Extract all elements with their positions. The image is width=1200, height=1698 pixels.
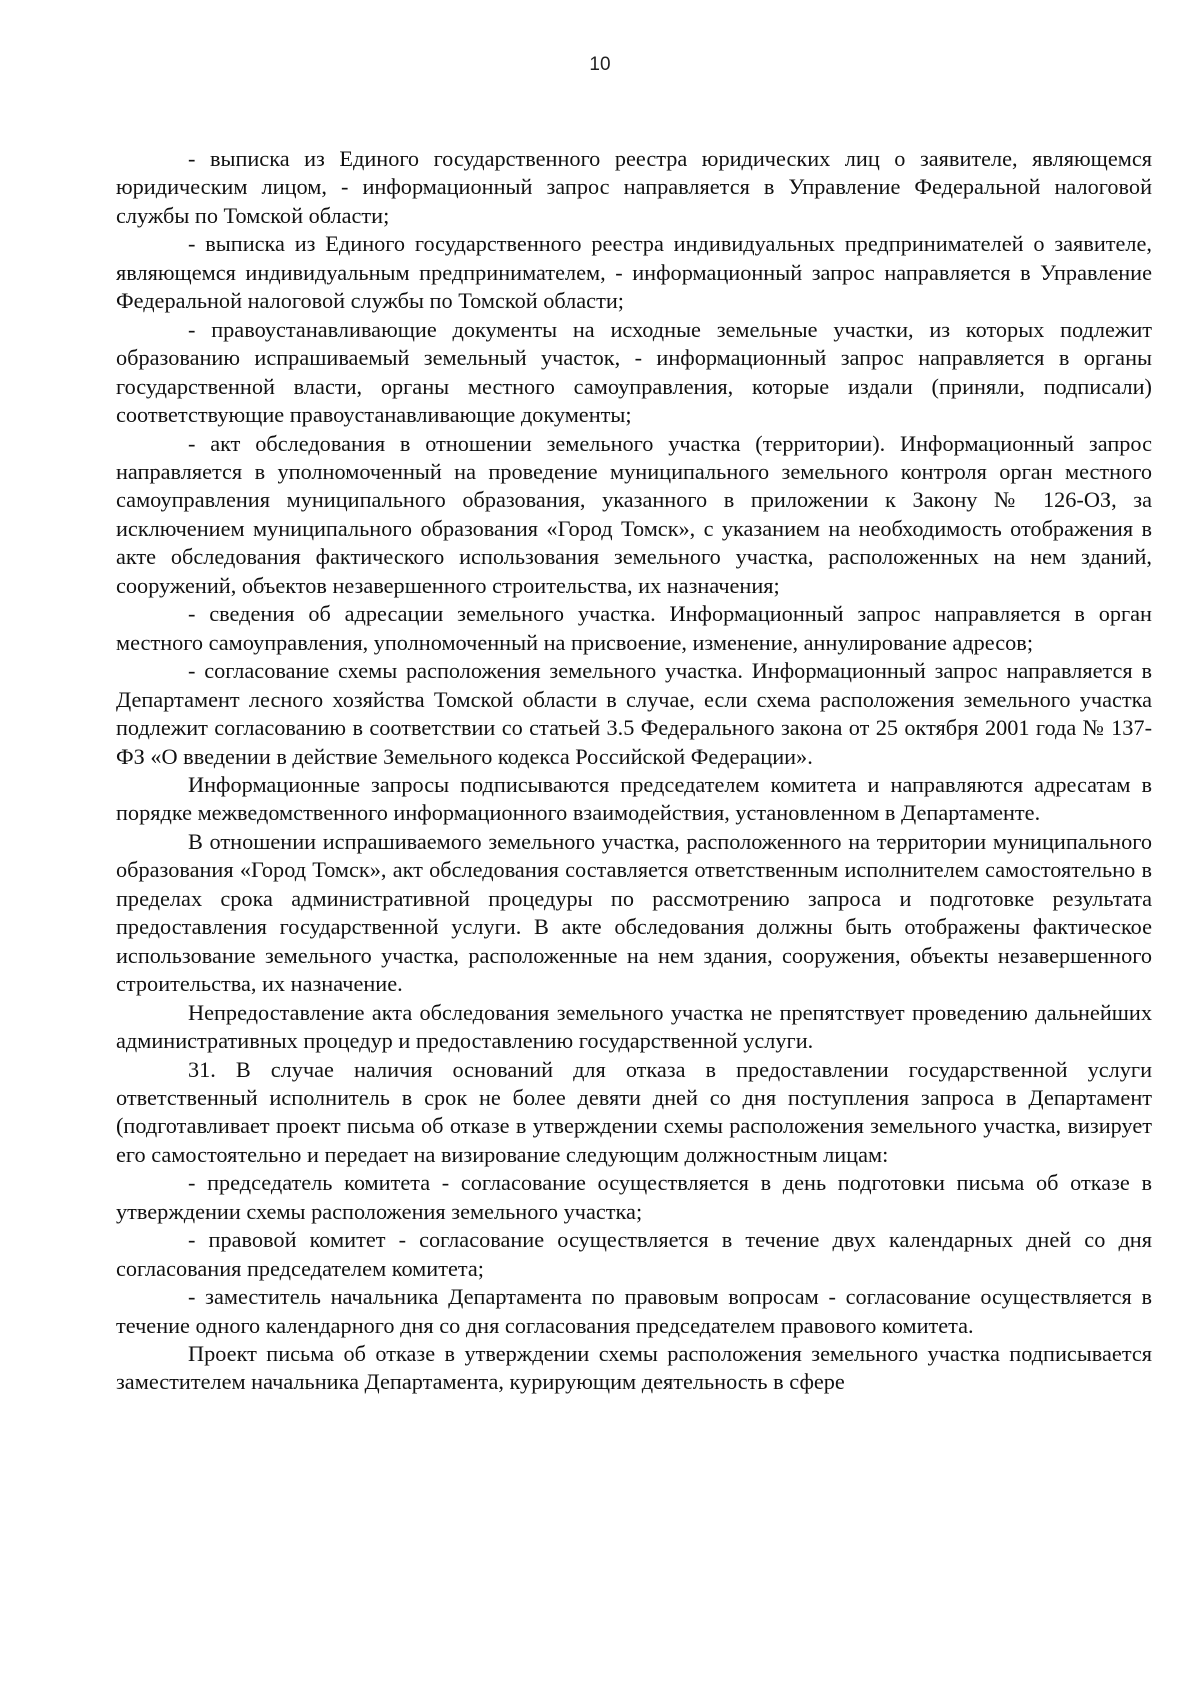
paragraph-committee-chair: - председатель комитета - согласование осуществляется в день подготовки письма об отказе в утверждении схемы расположения земельного участка; [116,1170,1152,1224]
page-number: 10 [589,54,611,75]
paragraph-letter-signing: Проект письма об отказе в утверждении схемы расположения земельного участка подписывается заместителем начальника Департамента, курирующим деятельность в сфере [116,1341,1152,1395]
paragraph-inspection-act: - акт обследования в отношении земельного участка (территории). Информационный запрос направляется в уполномоченный на проведение муниципального земельного контроля орган местного самоуправления муниципального образования, указанного в приложении к Закону № 126-ОЗ, за исключением муниципального образования «Город Томск», с указанием на необходимость отображения в акте обследования фактического использования земельного участка, расположенных на нем зданий, сооружений, объектов незавершенного строительства, их назначения; [116,430,1152,598]
paragraph-egrul-extract: - выписка из Единого государственного реестра юридических лиц о заявителе, являющемся юридическим лицом, - информационный запрос направляется в Управление Федеральной налоговой службы по Томской области; [116,146,1152,228]
paragraph-title-documents: - правоустанавливающие документы на исходные земельные участки, из которых подлежит образованию испрашиваемый земельный участок, - информационный запрос направляется в органы государственной власти, органы местного самоуправления, которые издали (приняли, подписали) соответствующие правоустанавливающие документы; [116,316,1152,428]
paragraph-item-31: 31. В случае наличия оснований для отказа в предоставлении государственной услуги ответственный исполнитель в срок не более девяти дней со дня поступления запроса в Департамент (подготавливает проект письма об отказе в утверждении схемы расположения земельного участка, визирует его самостоятельно и передает на визирование следующим должностным лицам: [116,1056,1152,1167]
paragraph-legal-committee: - правовой комитет - согласование осуществляется в течение двух календарных дней со дня согласования председателем комитета; [116,1227,1152,1281]
paragraph-deputy-head: - заместитель начальника Департамента по правовым вопросам - согласование осуществляется в течение одного календарного дня со дня согласования председателем правового комитета. [116,1284,1152,1338]
paragraph-tomsk-inspection: В отношении испрашиваемого земельного участка, расположенного на территории муниципального образования «Город Томск», акт обследования составляется ответственным исполнителем самостоятельно в пределах срока административной процедуры по рассмотрению запроса и подготовке результата предоставления государственной услуги. В акте обследования должны быть отображены фактическое использование земельного участка, расположенные на нем здания, сооружения, объекты незавершенного строительства, их назначение. [116,828,1152,997]
document-body [116,145,1152,1397]
paragraph-egrip-extract: - выписка из Единого государственного реестра индивидуальных предпринимателей о заявителе, являющемся индивидуальным предпринимателем, - информационный запрос направляется в Управление Федеральной налоговой службы по Томской области; [116,231,1152,314]
paragraph-non-provision: Непредоставление акта обследования земельного участка не препятствует проведению дальнейших административных процедур и предоставлению государственной услуги. [116,999,1152,1054]
paragraph-addressing-info: - сведения об адресации земельного участка. Информационный запрос направляется в орган местного самоуправления, уполномоченный на присвоение, изменение, аннулирование адресов; [116,601,1152,655]
paragraph-scheme-approval: - согласование схемы расположения земельного участка. Информационный запрос направляется в Департамент лесного хозяйства Томской области в случае, если схема расположения земельного участка подлежит согласованию в соответствии со статьей 3.5 Федерального закона от 25 октября 2001 года № 137-ФЗ «О введении в действие Земельного кодекса Российской Федерации». [116,658,1152,769]
paragraph-requests-signing: Информационные запросы подписываются председателем комитета и направляются адресатам в порядке межведомственного информационного взаимодействия, установленном в Департаменте. [116,771,1152,826]
